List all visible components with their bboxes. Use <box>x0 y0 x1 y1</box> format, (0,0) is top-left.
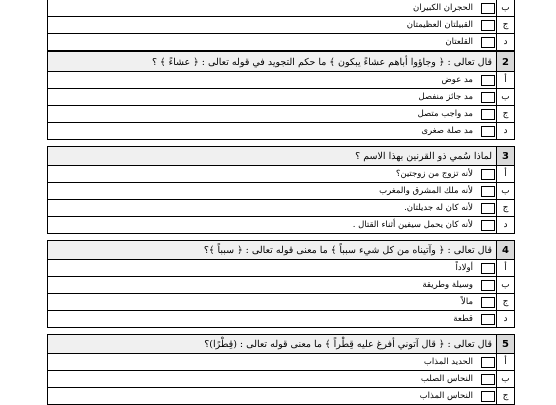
option-text: الحديد المذاب <box>423 357 473 367</box>
answer-checkbox[interactable] <box>481 126 495 137</box>
option-row <box>47 106 515 123</box>
option-row <box>47 277 515 294</box>
answer-checkbox[interactable] <box>481 75 495 86</box>
option-row <box>47 217 515 234</box>
option-row <box>47 200 515 217</box>
option-letter: أ <box>496 354 514 370</box>
answer-checkbox[interactable] <box>481 297 495 308</box>
option-row <box>47 0 515 17</box>
quiz-sheet <box>47 0 515 405</box>
answer-checkbox[interactable] <box>481 357 495 368</box>
option-row <box>47 371 515 388</box>
question-text: لماذا سُمي ذو القرنين بهذا الاسم ؟ <box>355 151 492 162</box>
answer-checkbox[interactable] <box>481 374 495 385</box>
option-text: وسيلة وطريقة <box>422 280 473 290</box>
option-text: مد عوض <box>441 75 473 85</box>
option-text: النحاس الصلب <box>420 374 473 384</box>
option-letter: ب <box>496 371 514 387</box>
option-letter: ب <box>496 277 514 293</box>
option-text: أولاداً <box>455 263 473 273</box>
question-text: قال تعالى : ﴿ وجاؤوا أباهم عشاءً يبكون ﴾ ما حكم التجويد في قوله تعالى : ﴿ عشاءً ﴾ ؟ <box>151 57 492 68</box>
answer-checkbox[interactable] <box>481 37 495 48</box>
option-text: لأنه كان له جديلتان. <box>404 203 473 213</box>
answer-checkbox[interactable] <box>481 391 495 402</box>
answer-checkbox[interactable] <box>481 3 495 14</box>
option-letter: ج <box>496 106 514 122</box>
option-row <box>47 294 515 311</box>
option-row <box>47 17 515 34</box>
option-letter: ب <box>496 183 514 199</box>
option-text: مد جائز منفصل <box>418 92 473 102</box>
question-number: 3 <box>496 147 514 165</box>
option-text: النحاس المذاب <box>419 391 473 401</box>
question-header <box>47 51 515 72</box>
question-header <box>47 240 515 260</box>
answer-checkbox[interactable] <box>481 109 495 120</box>
option-letter: ج <box>496 17 514 33</box>
option-text: مد صلة صغرى <box>421 126 473 136</box>
option-row <box>47 34 515 51</box>
answer-checkbox[interactable] <box>481 92 495 103</box>
option-letter: د <box>496 123 514 139</box>
option-letter: ب <box>496 89 514 105</box>
question-text: قال تعالى : ﴿ وآتيناه من كل شيء سبباً ﴾ ما معنى قوله تعالى : ﴿ سبباً ﴾؟ <box>203 245 492 256</box>
answer-checkbox[interactable] <box>481 220 495 231</box>
option-letter: أ <box>496 166 514 182</box>
answer-checkbox[interactable] <box>481 280 495 291</box>
question-number: 4 <box>496 241 514 259</box>
option-text: مد واجب متصل <box>417 109 473 119</box>
answer-checkbox[interactable] <box>481 169 495 180</box>
option-letter: أ <box>496 72 514 88</box>
option-letter: ب <box>496 0 514 16</box>
option-letter: أ <box>496 260 514 276</box>
option-letter: ج <box>496 388 514 404</box>
answer-checkbox[interactable] <box>481 186 495 197</box>
option-letter: ج <box>496 294 514 310</box>
answer-checkbox[interactable] <box>481 263 495 274</box>
question-header <box>47 334 515 354</box>
option-row <box>47 123 515 140</box>
question-number: 5 <box>496 335 514 353</box>
option-row <box>47 260 515 277</box>
option-text: لأنه ملك المشرق والمغرب <box>379 186 473 196</box>
option-text: لأنه تزوج من زوجتين؟ <box>395 169 473 179</box>
question-header <box>47 146 515 166</box>
question-number: 2 <box>496 52 514 71</box>
option-letter: د <box>496 311 514 327</box>
answer-checkbox[interactable] <box>481 203 495 214</box>
option-letter: د <box>496 34 514 50</box>
option-text: القلعتان <box>445 37 473 47</box>
option-row <box>47 183 515 200</box>
option-row <box>47 89 515 106</box>
option-letter: د <box>496 217 514 233</box>
option-row <box>47 311 515 328</box>
option-text: مالاً <box>461 297 473 307</box>
option-row <box>47 388 515 405</box>
option-text: الحجران الكبيران <box>413 3 473 13</box>
option-text: القبيلتان العظيمتان <box>406 20 473 30</box>
question-text: قال تعالى : ﴿ قال آتوني أفرغ عليه قِطْراً ﴾ ما معنى قوله تعالى : (قِطْرًا)؟ <box>204 339 492 350</box>
answer-checkbox[interactable] <box>481 314 495 325</box>
option-row <box>47 166 515 183</box>
option-row <box>47 72 515 89</box>
option-letter: ج <box>496 200 514 216</box>
option-row <box>47 354 515 371</box>
option-text: لأنه كان يحمل سيفين أثناء القتال . <box>352 220 473 230</box>
answer-checkbox[interactable] <box>481 20 495 31</box>
option-text: قطعة <box>453 314 473 324</box>
